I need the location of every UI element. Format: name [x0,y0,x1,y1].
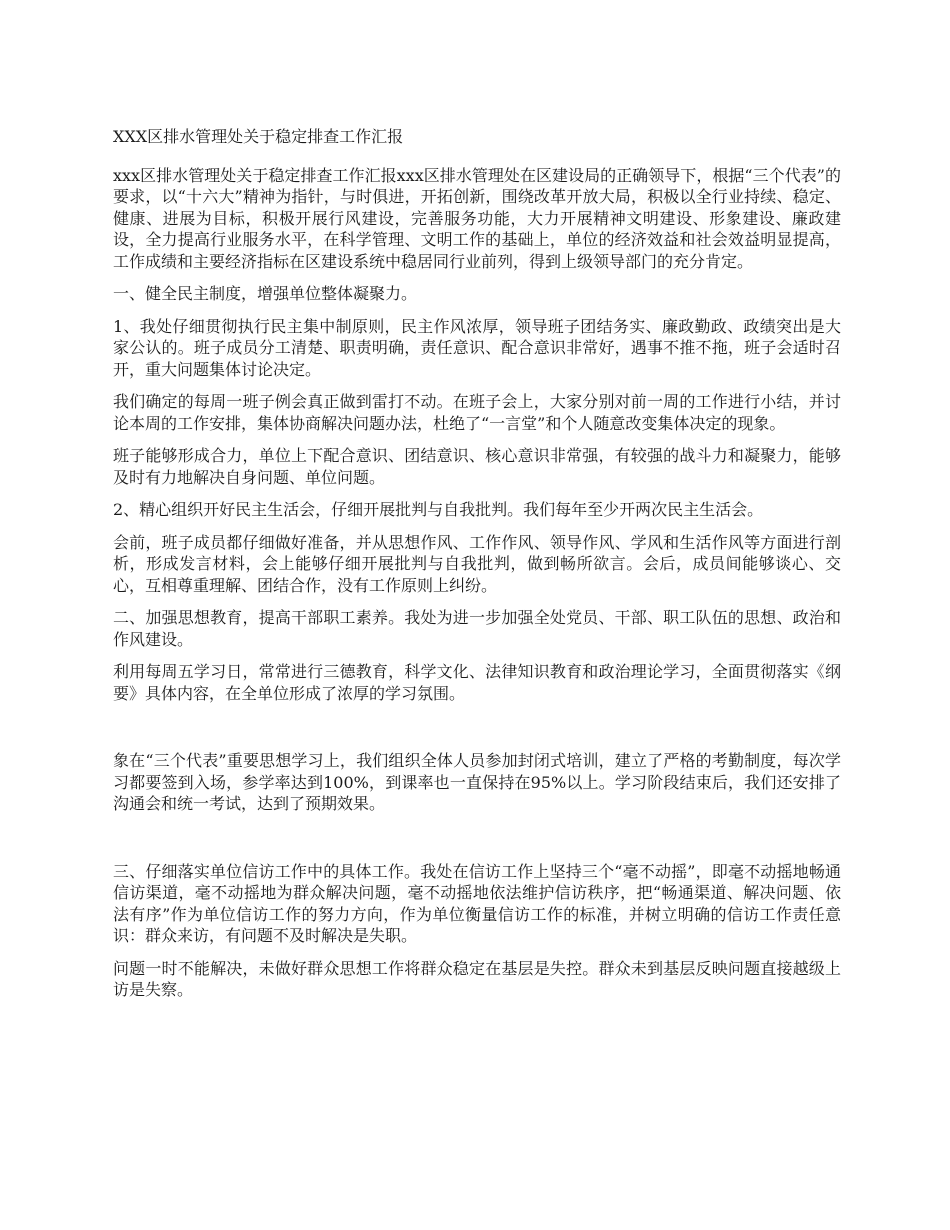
paragraph-intro: xxx区排水管理处关于稳定排查工作汇报xxx区排水管理处在区建设局的正确领导下，根据“三个代表”的要求，以“十六大”精神为指针，与时俱进，开拓创新，围绕改革开放大局，积极以全行业持续、稳定、健康、进展为目标，积极开展行风建设，完善服务功能，大力开展精神文明建设、形象建设、廉政建设，全力提高行业服务水平，在科学管理、文明工作的基础上，单位的经济效益和社会效益明显提高，工作成绩和主要经济指标在区建设系统中稳居同行业前列，得到上级领导部门的充分肯定。 [113,165,841,271]
paragraph: 利用每周五学习日，常常进行三德教育，科学文化、法律知识教育和政治理论学习，全面贯彻落实《纲要》具体内容，在全单位形成了浓厚的学习氛围。 [113,662,841,703]
paragraph: 象在“三个代表”重要思想学习上，我们组织全体人员参加封闭式培训，建立了严格的考勤制度，每次学习都要签到入场，参学率达到100%，到课率也一直保持在95%以上。学习阶段结束后，我们还安排了沟通会和统一考试，达到了预期效果。 [113,751,841,813]
paragraph: 问题一时不能解决，未做好群众思想工作将群众稳定在基层是失控。群众未到基层反映问题直接越级上访是失察。 [113,958,841,999]
paragraph: 班子能够形成合力，单位上下配合意识、团结意识、核心意识非常强，有较强的战斗力和凝聚力，能够及时有力地解决自身问题、单位问题。 [113,446,841,487]
document-page [113,126,841,1012]
section-heading-1: 一、健全民主制度，增强单位整体凝聚力。 [113,284,418,303]
paragraph: 2、精心组织开好民主生活会，仔细开展批判与自我批判。我们每年至少开两次民主生活会。 [113,500,764,519]
section-heading-2: 二、加强思想教育，提高干部职工素养。我处为进一步加强全处党员、干部、职工队伍的思想、政治和作风建设。 [113,608,841,649]
section-heading-3: 三、仔细落实单位信访工作中的具体工作。我处在信访工作上坚持三个“毫不动摇”，即毫不动摇地畅通信访渠道，毫不动摇地为群众解决问题，毫不动摇地依法维护信访秩序，把“畅通渠道、解决问题、依法有序”作为单位信访工作的努力方向，作为单位衡量信访工作的标准，并树立明确的信访工作责任意识：群众来访，有问题不及时解决是失职。 [113,861,841,945]
paragraph: 我们确定的每周一班子例会真正做到雷打不动。在班子会上，大家分别对前一周的工作进行小结，并讨论本周的工作安排，集体协商解决问题办法，杜绝了“一言堂”和个人随意改变集体决定的现象。 [113,392,841,433]
paragraph: 1、我处仔细贯彻执行民主集中制原则，民主作风浓厚，领导班子团结务实、廉政勤政、政绩突出是大家公认的。班子成员分工清楚、职责明确，责任意识、配合意识非常好，遇事不推不拖，班子会适时召开，重大问题集体讨论决定。 [113,316,841,379]
paragraph: 会前，班子成员都仔细做好准备，并从思想作风、工作作风、领导作风、学风和生活作风等方面进行剖析，形成发言材料，会上能够仔细开展批判与自我批判，做到畅所欲言。会后，成员间能够谈心、交心，互相尊重理解、团结合作，没有工作原则上纠纷。 [113,532,841,595]
document-title: XXX区排水管理处关于稳定排查工作汇报 [113,127,404,146]
